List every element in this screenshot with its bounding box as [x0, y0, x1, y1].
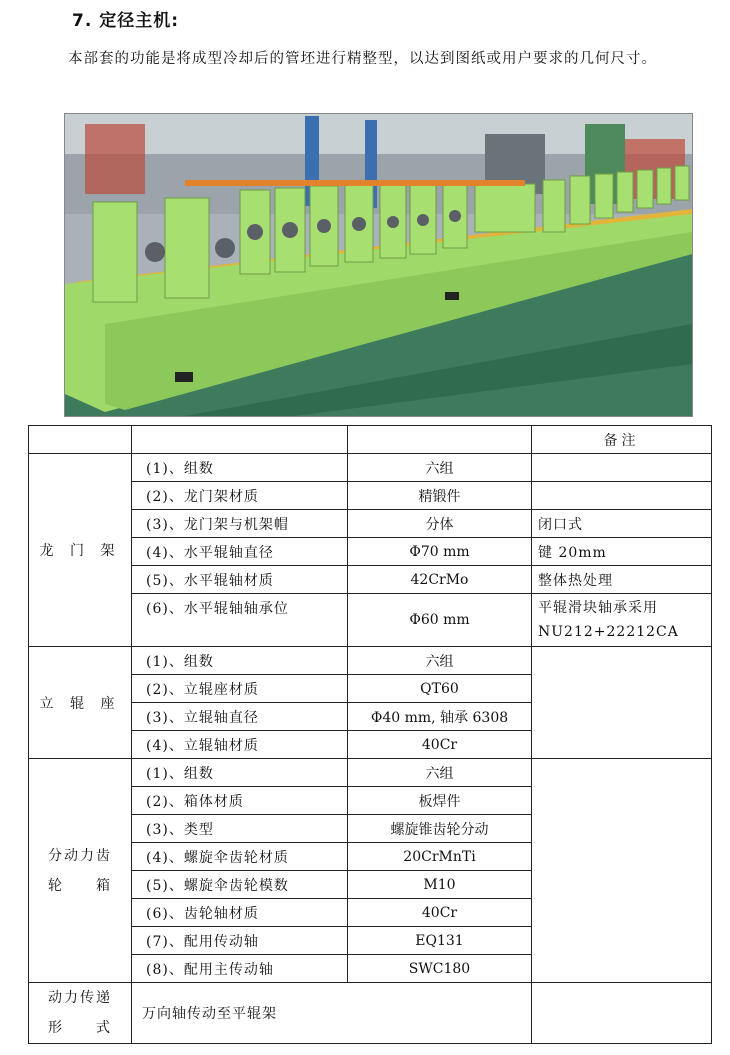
table-row [29, 647, 712, 675]
table-row [29, 983, 712, 1044]
value-cell: 板焊件 [348, 787, 532, 815]
table-row [29, 538, 712, 566]
value-cell: 六组 [348, 647, 532, 675]
item-cell: (3)、立辊轴直径 [132, 703, 348, 731]
table-row [29, 594, 712, 647]
item-cell: (7)、配用传动轴 [132, 927, 348, 955]
item-cell: (3)、类型 [132, 815, 348, 843]
table-row [29, 454, 712, 482]
item-cell: (4)、立辊轴材质 [132, 731, 348, 759]
item-cell: (1)、组数 [132, 759, 348, 787]
header-cell [132, 426, 348, 454]
item-cell: (6)、齿轮轴材质 [132, 899, 348, 927]
section-paragraph: 本部套的功能是将成型冷却后的管坯进行精整型，以达到图纸或用户要求的几何尺寸。 [68, 51, 657, 67]
item-cell: (4)、水平辊轴直径 [132, 538, 348, 566]
group-label-transmission [29, 983, 132, 1044]
value-cell: Φ60 mm [348, 594, 532, 647]
item-cell: (4)、螺旋伞齿轮材质 [132, 843, 348, 871]
value-cell: 20CrMnTi [348, 843, 532, 871]
item-cell: (2)、箱体材质 [132, 787, 348, 815]
section-heading: 7. 定径主机: [72, 11, 180, 31]
value-cell: EQ131 [348, 927, 532, 955]
remark-cell: 闭口式 [532, 510, 712, 538]
value-cell: 40Cr [348, 899, 532, 927]
group-label-line1: 动力传递 [48, 990, 112, 1006]
value-cell: M10 [348, 871, 532, 899]
remark-cell [532, 759, 712, 983]
value-cell: Φ70 mm [348, 538, 532, 566]
value-cell: SWC180 [348, 955, 532, 983]
remark-cell [532, 454, 712, 482]
group-label-line1: 分动力齿 [48, 847, 112, 864]
table-row [29, 510, 712, 538]
item-cell: (5)、螺旋伞齿轮模数 [132, 871, 348, 899]
table-row [29, 566, 712, 594]
table-header-row [29, 426, 712, 454]
remark-cell [532, 482, 712, 510]
value-cell: 螺旋锥齿轮分动 [348, 815, 532, 843]
value-cell: 40Cr [348, 731, 532, 759]
group-label-vertical-roll: 立 辊 座 [29, 647, 132, 759]
value-cell: 42CrMo [348, 566, 532, 594]
item-cell: (5)、水平辊轴材质 [132, 566, 348, 594]
transmission-value: 万向轴传动至平辊架 [132, 983, 532, 1044]
item-cell: (8)、配用主传动轴 [132, 955, 348, 983]
item-cell: (3)、龙门架与机架帽 [132, 510, 348, 538]
remark-header: 备注 [532, 426, 712, 454]
value-cell: 六组 [348, 454, 532, 482]
group-label-line2: 形 式 [48, 1020, 112, 1036]
value-cell: 精锻件 [348, 482, 532, 510]
machine-photo [64, 113, 693, 417]
header-cell [348, 426, 532, 454]
remark-cell [532, 983, 712, 1044]
group-label-gearbox [29, 759, 132, 983]
item-cell: (6)、水平辊轴轴承位 [132, 594, 348, 647]
group-label-line2: 轮 箱 [48, 877, 112, 894]
table-row [29, 759, 712, 787]
value-cell: 分体 [348, 510, 532, 538]
header-cell [29, 426, 132, 454]
item-cell: (2)、立辊座材质 [132, 675, 348, 703]
value-cell: QT60 [348, 675, 532, 703]
table-row [29, 482, 712, 510]
remark-cell: 平辊滑块轴承采用 NU212+22212CA [532, 594, 712, 647]
item-cell: (1)、组数 [132, 454, 348, 482]
group-label-gantry: 龙 门 架 [29, 454, 132, 647]
remark-cell: 键 20mm [532, 538, 712, 566]
item-cell: (1)、组数 [132, 647, 348, 675]
remark-cell [532, 647, 712, 759]
remark-cell: 整体热处理 [532, 566, 712, 594]
value-cell: 六组 [348, 759, 532, 787]
value-cell: Φ40 mm, 轴承 6308 [348, 703, 532, 731]
spec-table [28, 425, 712, 1044]
item-cell: (2)、龙门架材质 [132, 482, 348, 510]
